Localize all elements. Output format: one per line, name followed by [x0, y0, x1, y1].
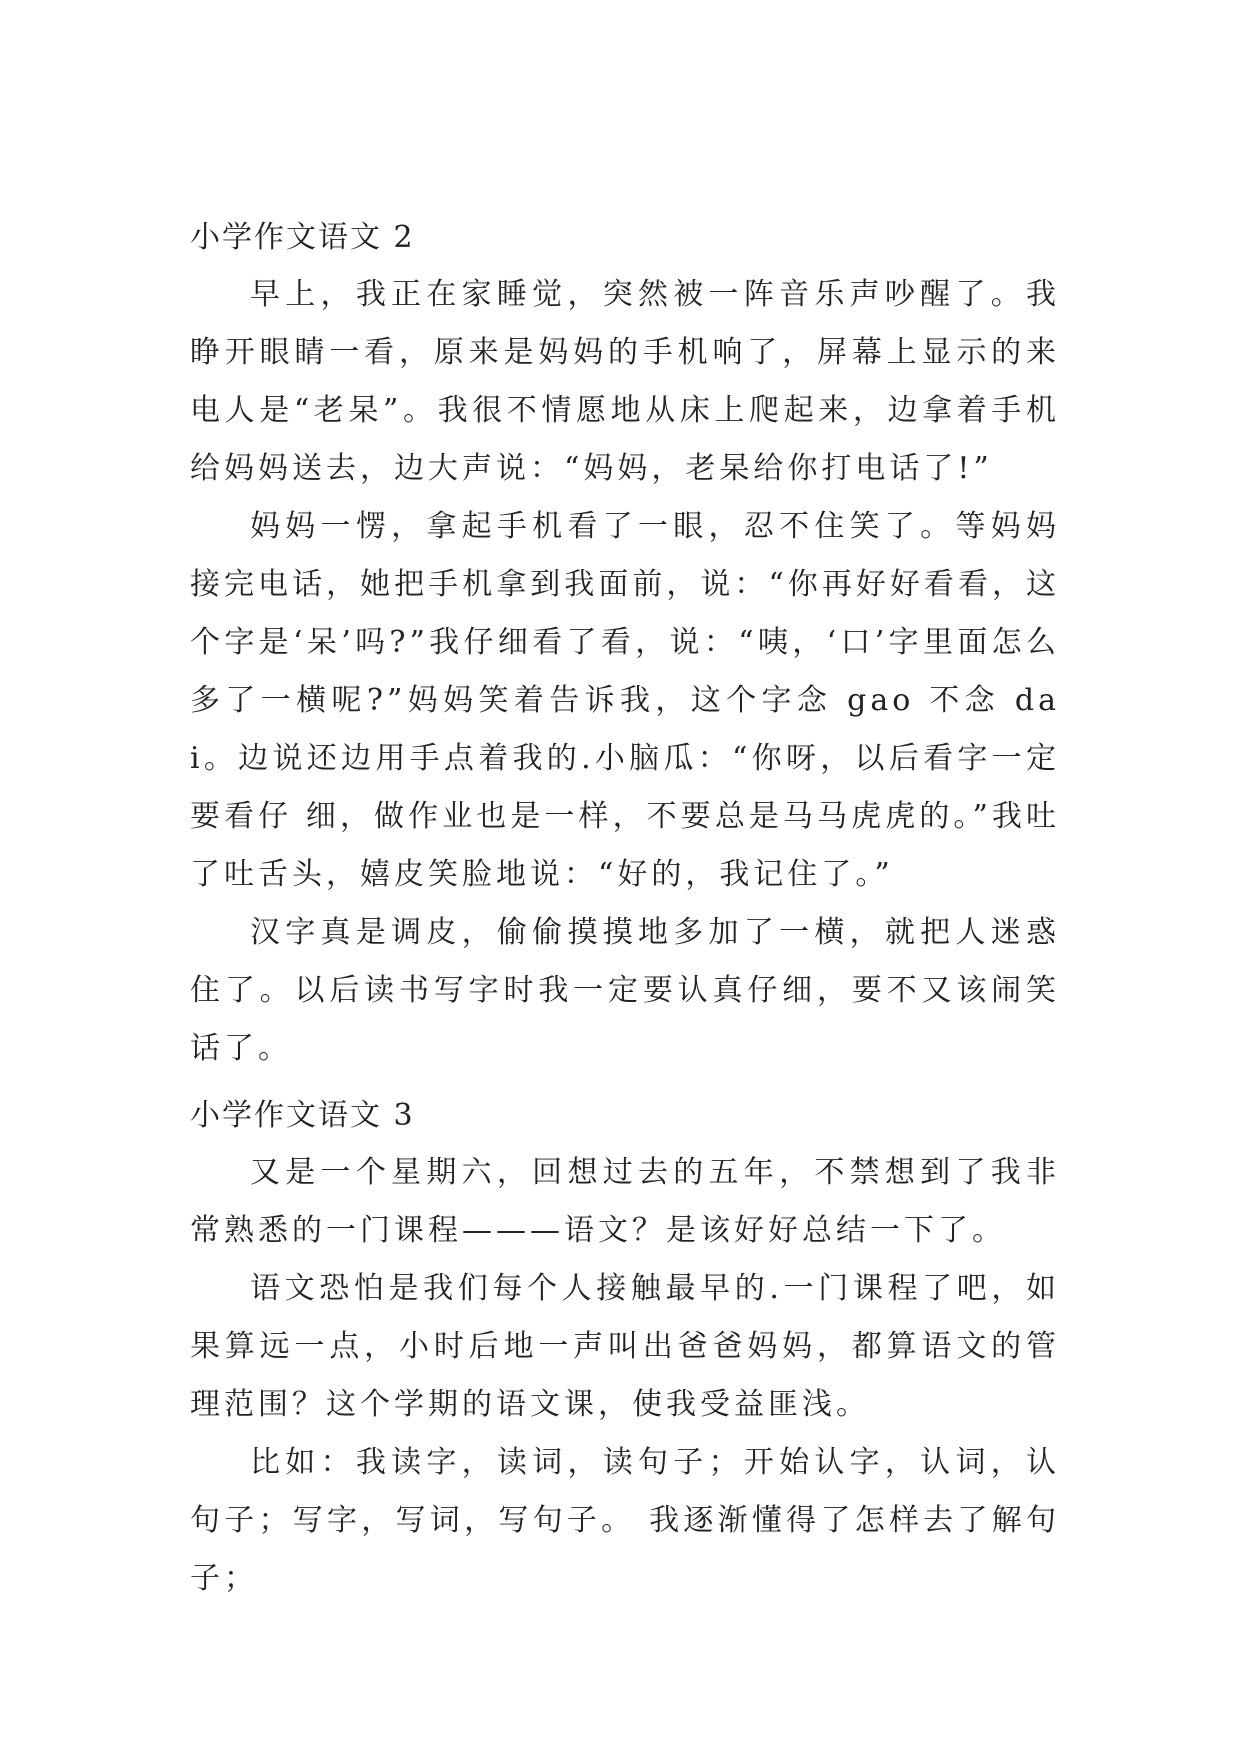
- article-title: 小学作文语文 3: [190, 1098, 415, 1133]
- paragraph: 比如：我读字，读词，读句子；开始认字，认词，认句子；写字，写词，写句子。 我逐渐懂得了怎样去了解句子；: [190, 1445, 1060, 1596]
- paragraph: 早上，我正在家睡觉，突然被一阵音乐声吵醒了。我睁开眼睛一看，原来是妈妈的手机响了，屏幕上显示的来电人是“老杲”。我很不情愿地从床上爬起来，边拿着手机给妈妈送去，边大声说：“妈妈，老杲给你打电话了!”: [190, 277, 1060, 486]
- article-section: [190, 1094, 1060, 1608]
- paragraph: 又是一个星期六，回想过去的五年，不禁想到了我非常熟悉的一门课程———语文？是该好好总结一下了。: [190, 1155, 1060, 1248]
- article-title: 小学作文语文 2: [190, 220, 415, 255]
- paragraph: 妈妈一愣，拿起手机看了一眼，忍不住笑了。等妈妈接完电话，她把手机拿到我面前，说：“你再好好看看，这个字是‘呆’吗?”我仔细看了看，说：“咦，‘口’字里面怎么多了一横呢?”妈妈笑着告诉我，这个字念 gao 不念 dai。边说还边用手点着我的.小脑瓜：“你呀，以后看字一定要看仔 细，做作业也是一样，不要总是马马虎虎的。”我吐了吐舌头，嬉皮笑脸地说：“好的，我记住了。”: [190, 509, 1060, 892]
- article-section: [190, 216, 1060, 1078]
- paragraph: 语文恐怕是我们每个人接触最早的.一门课程了吧，如果算远一点，小时后地一声叫出爸爸妈妈，都算语文的管理范围？这个学期的语文课，使我受益匪浅。: [190, 1271, 1060, 1422]
- paragraph: 汉字真是调皮，偷偷摸摸地多加了一横，就把人迷惑住了。以后读书写字时我一定要认真仔细，要不又该闹笑话了。: [190, 915, 1060, 1066]
